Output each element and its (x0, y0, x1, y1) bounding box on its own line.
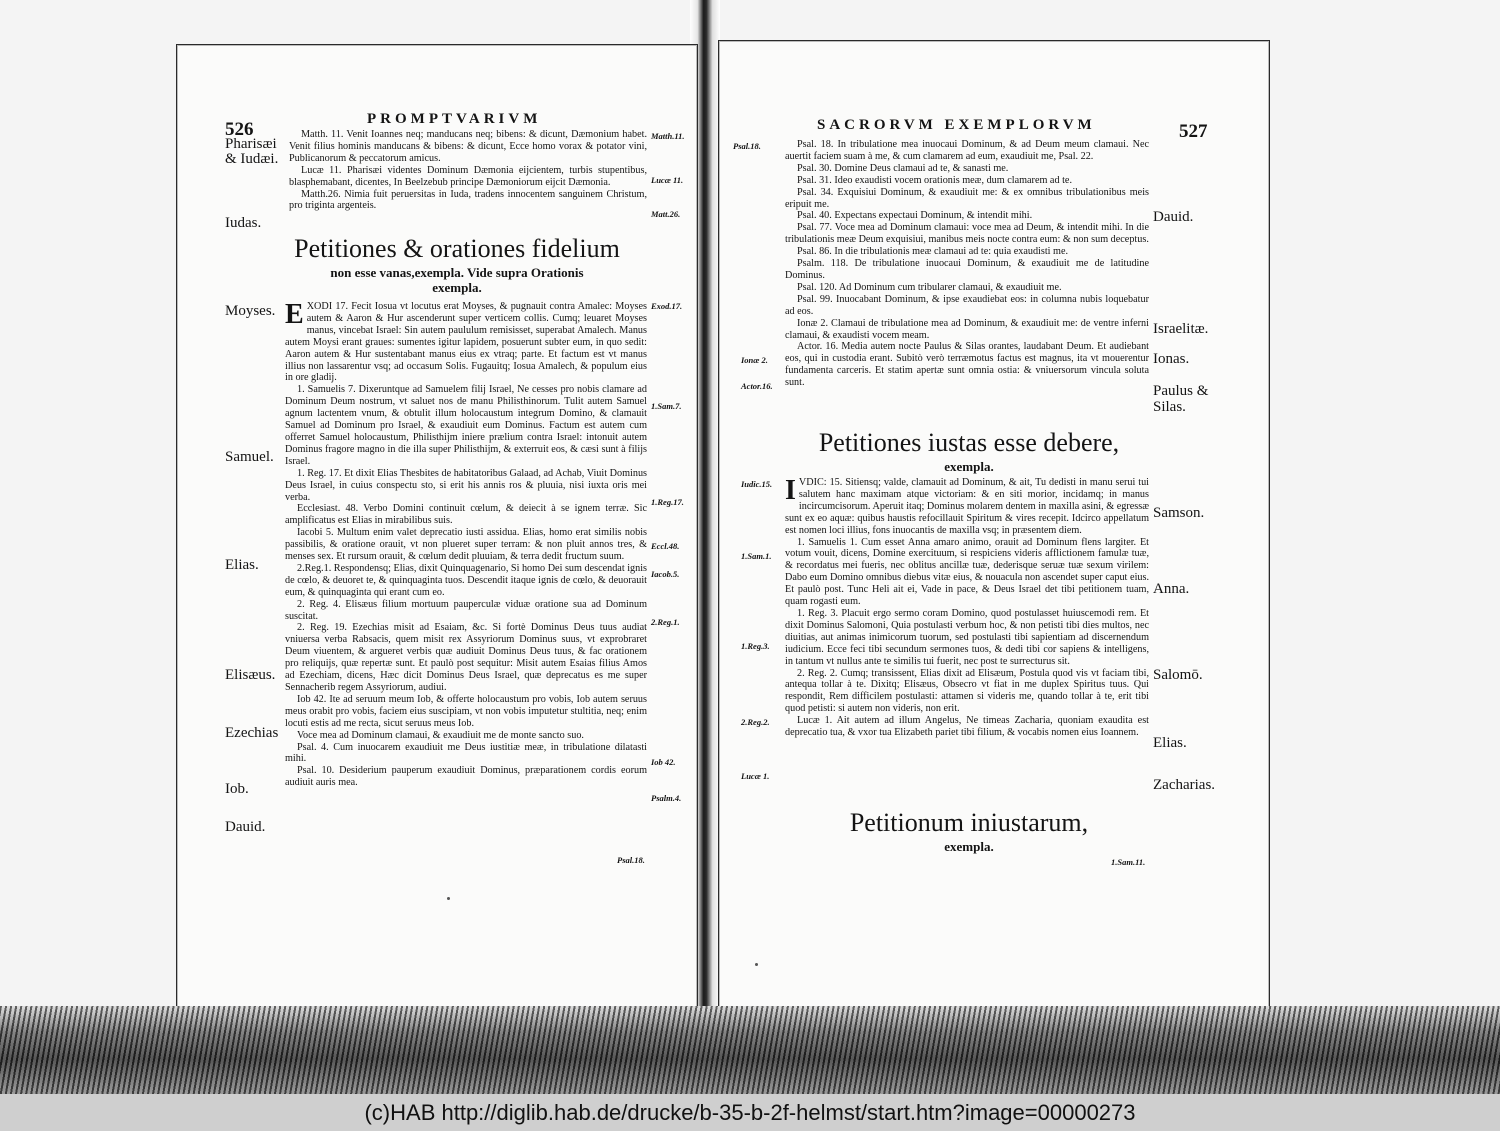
heading-petitionum-iniustarum: Petitionum iniustarum, (849, 808, 1089, 837)
margin-name-dauid: Dauid. (225, 819, 266, 835)
paragraph: Psalm. 118. De tribulatione inuocaui Dominum, & exaudiuit me de latitudine Dominus. (785, 258, 1149, 281)
citation-lucae1: Lucæ 1. (741, 771, 770, 781)
citation-1reg3: 1.Reg.3. (741, 641, 770, 651)
paragraph: Psal. 40. Expectans expectaui Dominum, & intendit mihi. (797, 210, 1033, 222)
paragraph: Lucæ 11. Pharisæi videntes Dominum Dæmonia eijcientem, turbis stupentibus, blasphemabant, dicentes, In Beelzebub principe Dæmoniorum eijcit Dæmonia. (289, 164, 647, 188)
paragraph: Voce mea ad Dominum clamaui, & exaudiuit me de monte sancto suo. (297, 729, 584, 741)
paragraph: Ecclesiast. 48. Verbo Domini continuit cœlum, & deiecit à se ignem terræ. Sic amplificatus est Elias in mirabilibus suis. (285, 503, 647, 527)
paragraph: Psal. 99. Inuocabant Dominum, & ipse exaudiebat eos: in columna nubis loquebatur ad eos. (785, 293, 1149, 317)
margin-name-salomo: Salomō. (1153, 667, 1203, 683)
paragraph: 1. Samuelis 7. Dixeruntque ad Samuelem filij Israel, Ne cesses pro nobis clamare ad Dominum Deum nostrum, vt saluet nos de manu Philisthinorum. Tulit autem Samuel agnum lactentem vnum, & obtulit illum holocaustum integrum Domino, & clamauit Samuel ad Dominum pro Israel, & exaudiuit eum Dominus. Factum est autem cum offerret Samuel holocaustum, Philisthijm iniere prælium contra Israel: intonuit autem Dominus fragore magno in die illa super Philisthijm, & exterruit eos, & cæsi sunt à filijs Israel. (285, 384, 647, 467)
paragraph: Matth. 11. Venit Ioannes neq; manducans neq; bibens: & dicunt, Dæmonium habet. Venit filius hominis manducans & bibens: & dicunt, Ecce homo vorax & potator vini, Publicanorum & peccatorum amicus. (289, 129, 647, 164)
credit-bar (0, 1094, 1500, 1131)
paragraph: Iacobi 5. Multum enim valet deprecatio iusti assidua. Elias, homo erat similis nobis passibilis, & oratione orauit, vt non plueret super terram: & non pluit annos tres, & menses sex. Et rursum orauit, & cœlum dedit pluuiam, & terra dedit fructum suum. (285, 527, 647, 563)
paragraph: Lucæ 1. Ait autem ad illum Angelus, Ne timeas Zacharia, quoniam exaudita est deprecatio tua, & vxor tua Elizabeth pariet tibi filium, & vocabis nomen eius Ioannem. (785, 715, 1149, 739)
paragraph: Psal. 86. In die tribulationis meæ clamaui ad te: quia exaudisti me. (797, 246, 1069, 258)
citation-eccl48: Eccl.48. (651, 541, 680, 551)
paragraph-exodi: EXODI 17. Fecit Iosua vt locutus erat Moyses, & pugnauit contra Amalec: Moyses autem & Aaron & Hur ascenderunt super verticem collis. Cumq; leuaret Moyses manus, vincebat Israel: Sin autem paululum remisisset, superabat Amalech. Manus autem Moysi erant graues: sumentes igitur lapidem, posuerunt subter eum, in quo sedit: Aaron autem & Hur sustentabant manus eius ex vtraq; parte. Et factum est vt manus illius non lassarentur vsq; ad occasum Solis. Fugauitq; Iosua Amalech, & populum eius in ore gladij. (285, 299, 647, 384)
citation-2reg2: 2.Reg.2. (741, 717, 770, 727)
paragraph: Psal. 31. Ideo exaudisti vocem orationis meæ, dum clamarem ad te. (797, 174, 1072, 186)
citation-1reg17: 1.Reg.17. (651, 497, 684, 507)
paragraph-iudic: IVDIC: 15. Sitiensq; valde, clamauit ad Dominum, & ait, Tu dedisti in manu serui tui salutem hanc maximam atque victoriam: & en siti morior, incidamq; in manus incircumcisorum. Aperuit itaq; Dominus molarem dentem in maxilla asini, & egressæ sunt ex eo aquæ: quibus haustis refocillauit Spiritum & vires recepit. Idcirco appellatum est nomen loci illius, fons inuocantis de maxilla vsq; in præsentem diem. (785, 475, 1149, 536)
printer-mark (447, 897, 450, 900)
margin-name-zacharias: Zacharias. (1153, 777, 1216, 793)
scanner-edge (0, 1006, 1500, 1094)
paragraph: 2.Reg.1. Respondensq; Elias, dixit Quinquagenario, Si homo Dei sum descendat ignis de cœlo, & deuoret te, & quinquaginta tuos. Descendit itaque ignis de cœlo, & deuorauit eum, & quinquaginta qui erant cum eo. (285, 562, 648, 598)
citation-luc11: Lucæ 11. (651, 175, 684, 185)
paragraph: 2. Reg. 4. Elisæus filium mortuum pauperculæ viduæ oratione sua ad Dominum suscitat. (285, 598, 647, 622)
paragraph: Psal. 10. Desiderium pauperum exaudiuit Dominus, præparationem cordis eorum audiuit auris mea. (285, 765, 647, 789)
margin-name-dauid-r: Dauid. (1153, 209, 1194, 225)
right-page-number: 527 (1179, 121, 1208, 142)
margin-name-ezechias: Ezechias (225, 725, 279, 741)
citation-2reg1: 2.Reg.1. (651, 617, 680, 627)
margin-name-elisaeus: Elisæus. (225, 667, 276, 683)
margin-name-pharisaei: Pharisæi & Iudæi. (225, 136, 279, 167)
catchword: 1.Sam.11. (1111, 857, 1146, 867)
right-running-head: SACRORVM EXEMPLORVM (817, 117, 1096, 133)
citation-actor16: Actor.16. (741, 381, 773, 391)
margin-name-paulus-silas: Paulus & Silas. (1153, 383, 1209, 415)
paragraph: Matth.26. Nimia fuit peruersitas in Iuda, tradens innocentem sanguinem Christum, pro triginta argenteis. (289, 188, 647, 212)
citation-exod17: Exod.17. (651, 301, 683, 311)
margin-name-elias-r: Elias. (1153, 735, 1187, 751)
left-page-number: 526 (225, 119, 254, 140)
paragraph: Ionæ 2. Clamaui de tribulatione mea ad Dominum, & exaudiuit me: de ventre inferni clamaui, & exaudisti vocem meam. (785, 317, 1149, 341)
citation-iacob5: Iacob.5. (651, 569, 680, 579)
margin-name-iob: Iob. (225, 781, 249, 797)
paragraph: 1. Reg. 3. Placuit ergo sermo coram Domino, quod postulasset huiuscemodi rem. Et dixit Dominus Salomoni, Quia postulasti verbum hoc, & non petisti tibi dies multos, nec diuitias, aut animas inimicorum tuorum, sed postulasti tibi sapientiam ad discernendum iudicium. Ecce feci tibi secundum sermones tuos, & dedi tibi cor sapiens & intelligens, in tantum vt nullus ante te similis tui fuerit, nec post te surrecturus sit. (785, 607, 1149, 667)
citation-psalm4: Psalm.4. (651, 793, 682, 803)
citation-matt26: Matt.26. (651, 209, 681, 219)
paragraph: Psal. 34. Exquisiui Dominum, & exaudiuit me: & ex omnibus tribulationibus meis eripuit me. (785, 186, 1149, 210)
left-running-head: PROMPTVARIVM (367, 111, 542, 127)
citation-iob42: Iob 42. (651, 757, 676, 767)
section-heading: Petitiones & orationes fidelium (294, 234, 620, 263)
citation-matth11: Matth.11. (651, 131, 685, 141)
left-top-text (289, 129, 647, 212)
credit-text: (c)HAB http://diglib.hab.de/drucke/b-35-b-2f-helmst/start.htm?image=00000273 (364, 1099, 1136, 1125)
heading-petitionum-iniustarum-sub: exempla. (944, 839, 994, 854)
right-top-text (785, 139, 1149, 389)
paragraph: 1. Samuelis 1. Cum esset Anna amaro animo, orauit ad Dominum flens largiter. Et votum vouit, dicens, Domine exercituum, si respiciens videris afflictionem famulæ tuæ, & recordatus mei fueris, nec oblitus ancillæ tuæ, dederisque seruæ tuæ sexum virilem: Dabo eum Domino omnibus diebus vitæ eius, & nouacula non ascendet super caput eius. Et paulò post. Tunc Heli ait ei, Vade in pace, & Deus Israel det tibi petitionem tuam, quam rogasti eum. (785, 536, 1149, 608)
paragraph: Iob 42. Ite ad seruum meum Iob, & offerte holocaustum pro vobis, Iob autem seruus meus orabit pro vobis, faciem eius suscipiam, vt non vobis imputetur stultitia, neq; enim locuti estis ad me recta, sicut seruus meus Iob. (285, 693, 647, 729)
citation-1sam7: 1.Sam.7. (651, 401, 682, 411)
right-mid-text (785, 477, 1149, 739)
paragraph: 2. Reg. 19. Ezechias misit ad Esaiam, &c. Si fortè Dominus Deus tuus audiat vniuersa verba Rabsacis, quem misit rex Assyriorum Dominus suus, vt exprobraret Deum viuentem, & argueret verbis quæ audiuit Dominus Deus tuus, & fac orationem pro reliquijs, quæ repertæ sunt. Et paulò post sequitur: Misit autem Esaias filius Amos ad Ezechiam, dicens, Hæc dicit Dominus Deus Israel, quæ deprecatus es me super Sennacherib regem Assyriorum, audiui. (285, 622, 647, 693)
margin-name-anna: Anna. (1153, 581, 1190, 597)
margin-name-samson: Samson. (1153, 505, 1205, 521)
citation-iudic15: Iudic.15. (741, 479, 773, 489)
margin-name-samuel: Samuel. (225, 449, 274, 465)
citation-psal18-left: Psal.18. (617, 855, 645, 865)
right-page (718, 40, 1270, 1008)
citation-ionae2: Ionæ 2. (741, 355, 768, 365)
margin-name-ionas: Ionas. (1153, 351, 1190, 367)
left-page (176, 44, 698, 1008)
paragraph: Psal. 18. In tribulatione mea inuocaui Dominum, & ad Deum meum clamaui. Nec auertit faciem suam à me, & cum clamarem ad eum, exaudiuit me, Psal. 22. (785, 139, 1149, 162)
paragraph: Actor. 16. Media autem nocte Paulus & Silas orantes, laudabant Deum. Et audiebant eos, qui in custodia erant. Subitò verò terræmotus factus est magnus, ita vt mouerentur fundamenta carceris. Et statim apertæ sunt omnia ostia: & vniuersorum vincula soluta sunt. (785, 341, 1149, 389)
paragraph: Psal. 4. Cum inuocarem exaudiuit me Deus iustitiæ meæ, in tribulatione dilatasti mihi. (285, 741, 647, 765)
paragraph: 1. Reg. 17. Et dixit Elias Thesbites de habitatoribus Galaad, ad Achab, Viuit Dominus Deus Israel, in cuius conspectu sto, si erit his annis ros & pluuia, nisi iuxta oris mei verba. (285, 467, 647, 503)
paragraph: Psal. 30. Domine Deus clamaui ad te, & sanasti me. (797, 162, 1009, 174)
heading-petitiones-iustas-sub: exempla. (944, 459, 994, 474)
section-subheading: non esse vanas,exempla. Vide supra Orationis exempla. (330, 265, 584, 295)
margin-name-moyses: Moyses. (225, 303, 276, 319)
heading-petitiones-iustas: Petitiones iustas esse debere, (818, 428, 1120, 457)
margin-name-iudas: Iudas. (225, 215, 262, 231)
paragraph: 2. Reg. 2. Cumq; transissent, Elias dixit ad Elisæum, Postula quod vis vt faciam tibi, antequa tollar à te. Dixitq; Elisæus, Obsecro vt fiat in me duplex Spiritus tuus. Qui respondit, Rem difficilem postulasti: attamen si videris me, quando tollar à te, erit tibi quod petisti: si autem non videris, non erit. (785, 667, 1149, 715)
paragraph: Psal. 77. Voce mea ad Dominum clamaui: voce mea ad Deum, & intendit mihi. In die tribulationis meæ Deum exquisiui, manibus meis nocte contra eum: & non sum deceptus. (785, 222, 1149, 246)
margin-name-elias: Elias. (225, 557, 259, 573)
printer-mark (755, 963, 758, 966)
paragraph: Psal. 120. Ad Dominum cum tribularer clamaui, & exaudiuit me. (797, 281, 1062, 293)
left-main-text (285, 301, 647, 789)
margin-name-israelitae: Israelitæ. (1153, 321, 1209, 337)
citation-psal18: Psal.18. (733, 141, 761, 151)
citation-1sam1: 1.Sam.1. (741, 551, 772, 561)
